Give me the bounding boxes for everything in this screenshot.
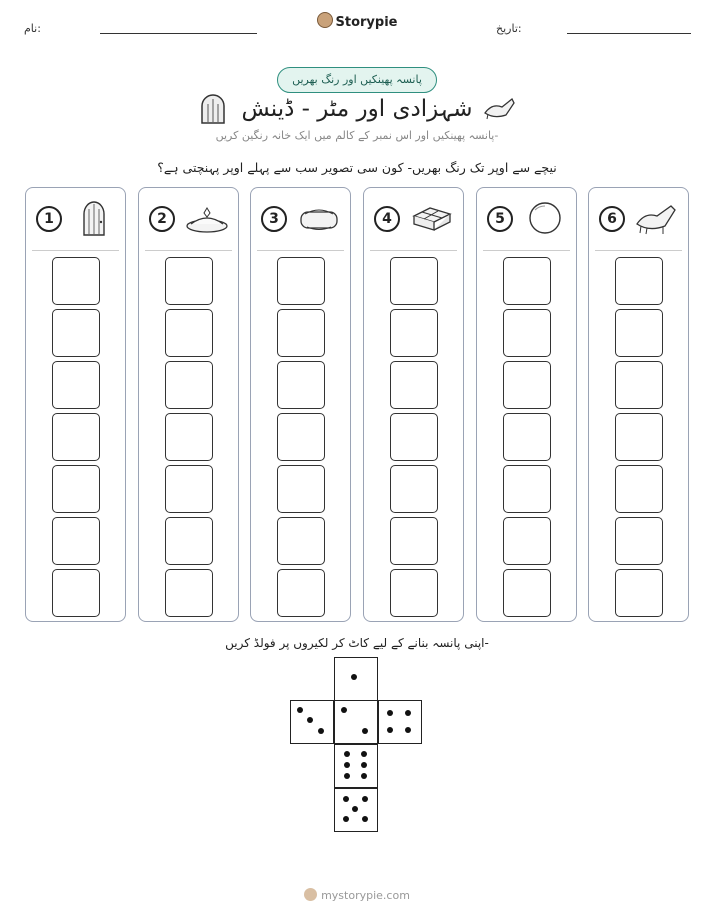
column-number: 1 [36, 206, 62, 232]
column-number: 3 [261, 206, 287, 232]
color-box[interactable] [390, 465, 438, 513]
color-box[interactable] [277, 361, 325, 409]
die-face-6 [334, 744, 378, 788]
color-box[interactable] [615, 257, 663, 305]
color-box[interactable] [277, 517, 325, 565]
die-face-1 [334, 657, 378, 701]
color-box[interactable] [503, 465, 551, 513]
footer [0, 888, 714, 902]
color-box[interactable] [503, 309, 551, 357]
column-number: 2 [149, 206, 175, 232]
die-face-5 [334, 788, 378, 832]
color-box[interactable] [390, 309, 438, 357]
column-divider [32, 250, 119, 251]
color-box[interactable] [615, 413, 663, 461]
column-number: 4 [374, 206, 400, 232]
color-box[interactable] [165, 361, 213, 409]
color-box[interactable] [615, 517, 663, 565]
fold-instruction: اپنی پانسہ بنانے کے لیے کاٹ کر لکیروں پر فولڈ کریں- [225, 636, 489, 650]
color-box[interactable] [503, 413, 551, 461]
color-box[interactable] [52, 569, 100, 617]
color-box[interactable] [503, 257, 551, 305]
column-1 [25, 187, 126, 622]
die-face-3 [290, 700, 334, 744]
slipper-icon [633, 200, 681, 236]
color-box[interactable] [615, 361, 663, 409]
column-divider [145, 250, 232, 251]
color-box[interactable] [52, 361, 100, 409]
color-box[interactable] [503, 361, 551, 409]
pea-icon [521, 200, 569, 236]
color-box[interactable] [52, 465, 100, 513]
column-6 [588, 187, 689, 622]
logo-text: Storypie [335, 15, 398, 30]
column-divider [370, 250, 457, 251]
color-box[interactable] [277, 257, 325, 305]
name-line [100, 33, 257, 34]
color-box[interactable] [165, 257, 213, 305]
die-face-2 [334, 700, 378, 744]
color-box[interactable] [390, 569, 438, 617]
instruction-text: نیچے سے اوپر تک رنگ بھریں- کون سی تصویر سب سے پہلے اوپر پہنچتی ہے؟ [157, 160, 557, 175]
date-line [567, 33, 691, 34]
door-icon [70, 200, 118, 236]
color-box[interactable] [615, 465, 663, 513]
column-2 [138, 187, 239, 622]
footer-bear-icon [304, 888, 317, 901]
column-3 [250, 187, 351, 622]
pill-badge: پانسہ پھینکیں اور رنگ بھریں [277, 67, 437, 93]
color-box[interactable] [52, 517, 100, 565]
footer-url: mystorypie.com [321, 889, 410, 902]
page-title: شہزادی اور مٹر - ڈینش [241, 96, 473, 122]
subtitle: پانسہ پھینکیں اور اس نمبر کے کالم میں ایک خانہ رنگین کریں- [215, 129, 499, 142]
column-number: 6 [599, 206, 625, 232]
die-face-4 [378, 700, 422, 744]
mattress-icon [408, 200, 456, 236]
date-label: تاریخ: [496, 22, 522, 35]
color-box[interactable] [503, 517, 551, 565]
column-number: 5 [487, 206, 513, 232]
color-box[interactable] [165, 465, 213, 513]
column-divider [595, 250, 682, 251]
color-box[interactable] [165, 309, 213, 357]
column-divider [257, 250, 344, 251]
color-box[interactable] [165, 569, 213, 617]
color-box[interactable] [615, 309, 663, 357]
color-box[interactable] [390, 257, 438, 305]
cushion-icon [295, 200, 343, 236]
color-box[interactable] [277, 309, 325, 357]
color-box[interactable] [503, 569, 551, 617]
crown-icon [183, 200, 231, 236]
color-box[interactable] [277, 465, 325, 513]
color-box[interactable] [52, 257, 100, 305]
storypie-logo [0, 12, 714, 30]
bear-icon [317, 12, 333, 28]
color-box[interactable] [390, 413, 438, 461]
color-box[interactable] [277, 413, 325, 461]
color-box[interactable] [390, 517, 438, 565]
title-slipper-icon [482, 95, 516, 121]
color-box[interactable] [52, 309, 100, 357]
color-box[interactable] [390, 361, 438, 409]
color-box[interactable] [615, 569, 663, 617]
color-box[interactable] [277, 569, 325, 617]
color-box[interactable] [52, 413, 100, 461]
color-box[interactable] [165, 413, 213, 461]
name-label: نام: [24, 22, 41, 35]
column-5 [476, 187, 577, 622]
column-divider [483, 250, 570, 251]
column-4 [363, 187, 464, 622]
color-box[interactable] [165, 517, 213, 565]
